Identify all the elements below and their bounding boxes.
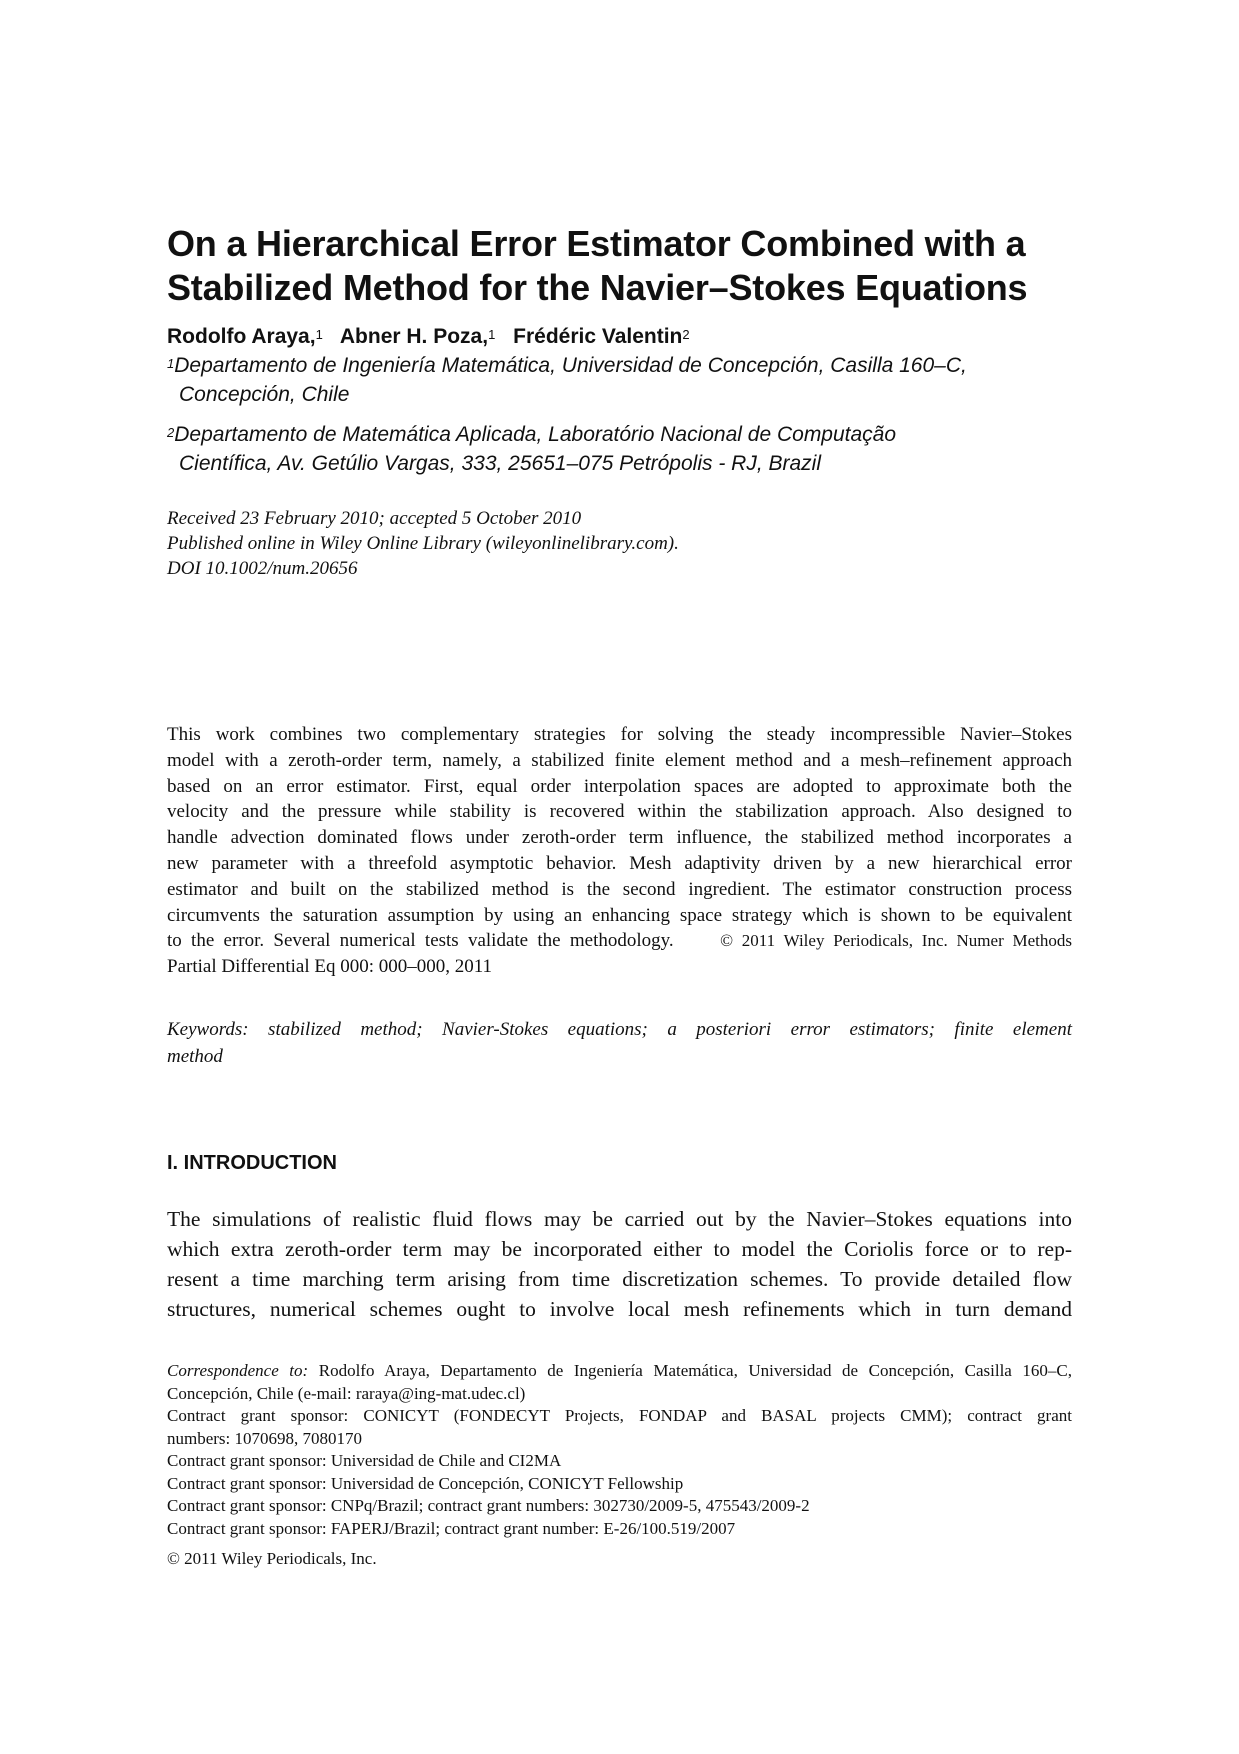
footer-copyright: © 2011 Wiley Periodicals, Inc. — [167, 1549, 377, 1568]
affiliation-text: Departamento de Matemática Aplicada, Laboratório Nacional de Computação — [174, 423, 897, 446]
affiliation-2 — [167, 420, 1072, 478]
intro-line: structures, numerical schemes ought to involve local mesh refinements which in turn demand — [167, 1297, 1072, 1321]
intro-line: The simulations of realistic fluid flows may be carried out by the Navier–Stokes equations into — [167, 1207, 1072, 1231]
published-online: Published online in Wiley Online Library (wileyonlinelibrary.com). — [167, 533, 679, 554]
author-affil-marker: 1 — [488, 327, 496, 342]
keywords — [167, 1016, 1072, 1070]
title-line-1: On a Hierarchical Error Estimator Combined with a — [167, 223, 1026, 264]
author-2 — [340, 325, 495, 348]
abstract-line: This work combines two complementary strategies for solving the steady incompressible Navier–Stokes — [167, 724, 1072, 745]
grant-line: Contract grant sponsor: Universidad de Concepción, CONICYT Fellowship — [167, 1473, 684, 1493]
abstract-line: new parameter with a threefold asymptotic behavior. Mesh adaptivity driven by a new hierarchical error — [167, 852, 1072, 874]
correspondence-text: Rodolfo Araya, Departamento de Ingeniería Matemática, Universidad de Concepción, Casilla 160–C, — [308, 1361, 1072, 1380]
grant-line: numbers: 1070698, 7080170 — [167, 1428, 363, 1448]
footnotes — [167, 1360, 1072, 1540]
author-name: Rodolfo Araya, — [167, 325, 316, 348]
author-1 — [167, 325, 323, 348]
abstract-citation: Partial Differential Eq 000: 000–000, 2011 — [167, 956, 493, 978]
title-line-2: Stabilized Method for the Navier–Stokes Equations — [167, 267, 1028, 308]
author-3 — [513, 325, 689, 348]
affiliation-marker: 2 — [167, 425, 175, 440]
grant-line: Contract grant sponsor: FAPERJ/Brazil; contract grant number: E-26/100.519/2007 — [167, 1518, 736, 1538]
correspondence-line: Concepción, Chile (e-mail: raraya@ing-mat.udec.cl) — [167, 1383, 526, 1403]
affiliation-line: Científica, Av. Getúlio Vargas, 333, 25651–075 Petrópolis - RJ, Brazil — [179, 452, 822, 475]
paper-page — [167, 0, 1072, 1754]
abstract-text: to the error. Several numerical tests validate the methodology. — [167, 930, 674, 952]
publication-info — [167, 506, 679, 581]
abstract-line — [167, 928, 1072, 954]
intro-line: resent a time marching term arising from time discretization schemes. To provide detailed flow — [167, 1267, 1072, 1291]
abstract-line: circumvents the saturation assumption by using an enhancing space strategy which is shown to be equivalent — [167, 904, 1072, 926]
affiliation-line — [167, 420, 1072, 449]
introduction-body — [167, 1204, 1072, 1324]
keywords-line: method — [167, 1046, 223, 1067]
intro-line: which extra zeroth-order term may be incorporated either to model the Coriolis force or to rep- — [167, 1237, 1072, 1261]
author-affil-marker: 2 — [682, 327, 690, 342]
author-name: Frédéric Valentin — [513, 325, 683, 348]
affiliation-text: Departamento de Ingeniería Matemática, Universidad de Concepción, Casilla 160–C, — [174, 354, 967, 377]
section-heading: I. INTRODUCTION — [167, 1152, 337, 1174]
grant-line: Contract grant sponsor: CNPq/Brazil; contract grant numbers: 302730/2009-5, 475543/2009-2 — [167, 1496, 810, 1515]
abstract-line: based on an error estimator. First, equal order interpolation spaces are adopted to approximate both the — [167, 775, 1072, 797]
grant-line: Contract grant sponsor: Universidad de Chile and CI2MA — [167, 1451, 562, 1470]
author-list — [167, 324, 702, 350]
author-name: Abner H. Poza, — [339, 325, 489, 348]
affiliation-line — [167, 351, 1072, 380]
abstract-line: handle advection dominated flows under zeroth-order term influence, the stabilized method incorporates a — [167, 827, 1072, 849]
abstract-line: estimator and built on the stabilized method is the second ingredient. The estimator construction process — [167, 878, 1072, 900]
abstract-line: velocity and the pressure while stability is recovered within the stabilization approach. Also designed to — [167, 801, 1072, 823]
paper-title — [167, 222, 1072, 310]
author-affil-marker: 1 — [315, 327, 323, 342]
correspondence-line — [167, 1360, 1072, 1383]
abstract — [167, 722, 1072, 980]
abstract-copyright: © 2011 Wiley Periodicals, Inc. Numer Methods — [720, 931, 1073, 951]
abstract-line: model with a zeroth-order term, namely, a stabilized finite element method and a mesh–refinement approach — [167, 749, 1072, 771]
doi: DOI 10.1002/num.20656 — [167, 558, 358, 579]
grant-line: Contract grant sponsor: CONICYT (FONDECYT Projects, FONDAP and BASAL projects CMM); contract grant — [167, 1406, 1072, 1425]
keywords-line: Keywords: stabilized method; Navier-Stokes equations; a posteriori error estimators; finite element — [167, 1019, 1072, 1040]
affiliation-line: Concepción, Chile — [179, 383, 350, 406]
received-date: Received 23 February 2010; accepted 5 October 2010 — [167, 508, 582, 529]
correspondence-label: Correspondence to: — [167, 1361, 309, 1380]
affiliation-marker: 1 — [167, 356, 175, 371]
affiliation-1 — [167, 351, 1072, 409]
